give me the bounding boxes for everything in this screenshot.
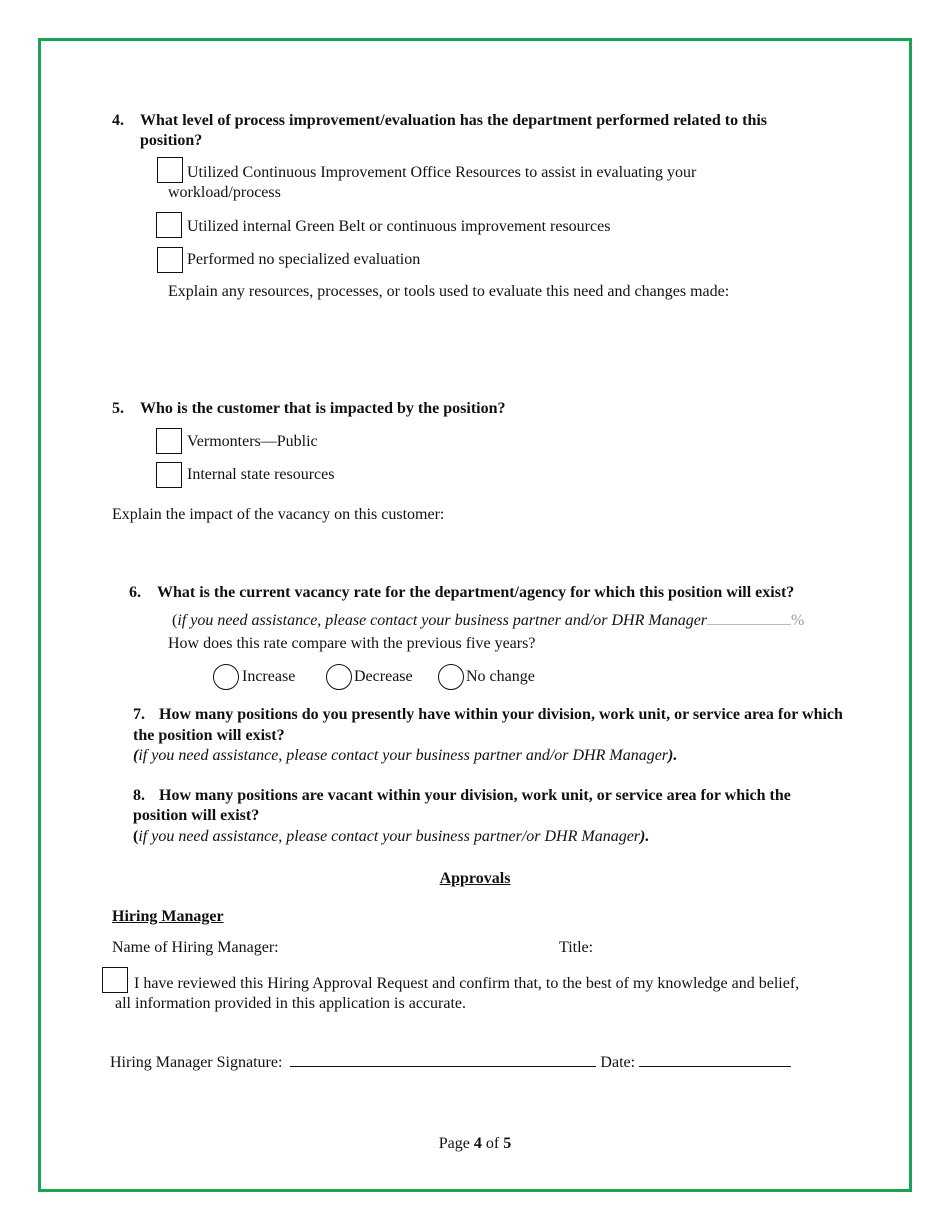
- q5-option1-label: Vermonters—Public: [187, 433, 318, 450]
- hiring-manager-title-label: Title:: [559, 939, 594, 956]
- q7-question-line1: How many positions do you presently have within your division, work unit, or service area for which: [159, 706, 843, 723]
- q4-option2-label: Utilized internal Green Belt or continuous improvement resources: [187, 218, 611, 235]
- approvals-heading: Approvals: [439, 870, 511, 887]
- signature-blank[interactable]: [290, 1051, 596, 1067]
- q4-number: 4.: [112, 112, 124, 129]
- q7-hint-open: (: [133, 747, 139, 764]
- q6-hint: if you need assistance, please contact your business partner and/or DHR Manager: [177, 612, 708, 629]
- q6-radio-no-change[interactable]: [438, 664, 464, 690]
- q7-number: 7.: [133, 706, 145, 723]
- q6-rate-blank[interactable]: [707, 609, 791, 625]
- q6-radio-decrease-label: Decrease: [354, 668, 413, 685]
- q4-option1-label-line2: workload/process: [168, 184, 281, 201]
- q6-radio-increase-label: Increase: [242, 668, 296, 685]
- q6-radio-no-change-label: No change: [466, 668, 535, 685]
- q5-number: 5.: [112, 400, 124, 417]
- confirm-text-line2: all information provided in this application is accurate.: [115, 995, 467, 1012]
- q8-hint-close: ).: [640, 828, 650, 845]
- q6-radio-increase[interactable]: [213, 664, 239, 690]
- hiring-manager-name-label: Name of Hiring Manager:: [112, 939, 279, 956]
- q4-option1-label-line1: Utilized Continuous Improvement Office Resources to assist in evaluating your: [187, 164, 697, 181]
- signature-label: Hiring Manager Signature:: [110, 1054, 283, 1071]
- q4-option3-label: Performed no specialized evaluation: [187, 251, 421, 268]
- q8-question-line1: How many positions are vacant within your division, work unit, or service area for which the: [159, 787, 791, 804]
- q6-number: 6.: [129, 584, 141, 601]
- q7-hint-line: [133, 746, 677, 766]
- q7-question-line2: the position will exist?: [133, 727, 285, 744]
- date-blank[interactable]: [639, 1051, 791, 1067]
- q6-hint-line: [172, 609, 804, 631]
- page-number: [0, 1134, 950, 1154]
- date-label: Date:: [600, 1054, 636, 1071]
- confirm-checkbox[interactable]: [102, 967, 128, 993]
- q6-radio-decrease[interactable]: [326, 664, 352, 690]
- q6-hint-open: (: [172, 612, 178, 629]
- q7-hint: if you need assistance, please contact your business partner and/or DHR Manager: [138, 747, 669, 764]
- q5-explain-label: Explain the impact of the vacancy on this customer:: [112, 506, 445, 523]
- q4-question-line1: What level of process improvement/evaluation has the department performed related to this: [140, 112, 768, 129]
- q8-hint-line: [133, 827, 649, 847]
- q8-hint-open: (: [133, 828, 139, 845]
- q4-explain-label: Explain any resources, processes, or tools used to evaluate this need and changes made:: [168, 283, 730, 300]
- q5-question: Who is the customer that is impacted by the position?: [140, 400, 506, 417]
- of-word: of: [485, 1135, 500, 1152]
- q8-hint: if you need assistance, please contact your business partner/or DHR Manager: [138, 828, 641, 845]
- q5-option2-checkbox[interactable]: [156, 462, 182, 488]
- total-pages: 5: [503, 1135, 512, 1152]
- q4-question-line2: position?: [140, 132, 203, 149]
- q4-option3-checkbox[interactable]: [157, 247, 183, 273]
- hiring-manager-heading: Hiring Manager: [112, 908, 224, 925]
- q6-question: What is the current vacancy rate for the department/agency for which this position will exist?: [157, 584, 795, 601]
- confirm-text-line1: I have reviewed this Hiring Approval Request and confirm that, to the best of my knowledge and belief,: [134, 975, 800, 992]
- q6-compare-label: How does this rate compare with the previous five years?: [168, 635, 536, 652]
- q7-hint-close: ).: [668, 747, 678, 764]
- q4-option2-checkbox[interactable]: [156, 212, 182, 238]
- q4-option1-checkbox[interactable]: [157, 157, 183, 183]
- current-page: 4: [473, 1135, 482, 1152]
- q6-percent: %: [791, 612, 805, 629]
- q8-question-line2: position will exist?: [133, 807, 260, 824]
- q8-number: 8.: [133, 787, 145, 804]
- page-word: Page: [438, 1135, 470, 1152]
- q5-option1-checkbox[interactable]: [156, 428, 182, 454]
- q5-option2-label: Internal state resources: [187, 466, 335, 483]
- signature-line: [110, 1051, 791, 1073]
